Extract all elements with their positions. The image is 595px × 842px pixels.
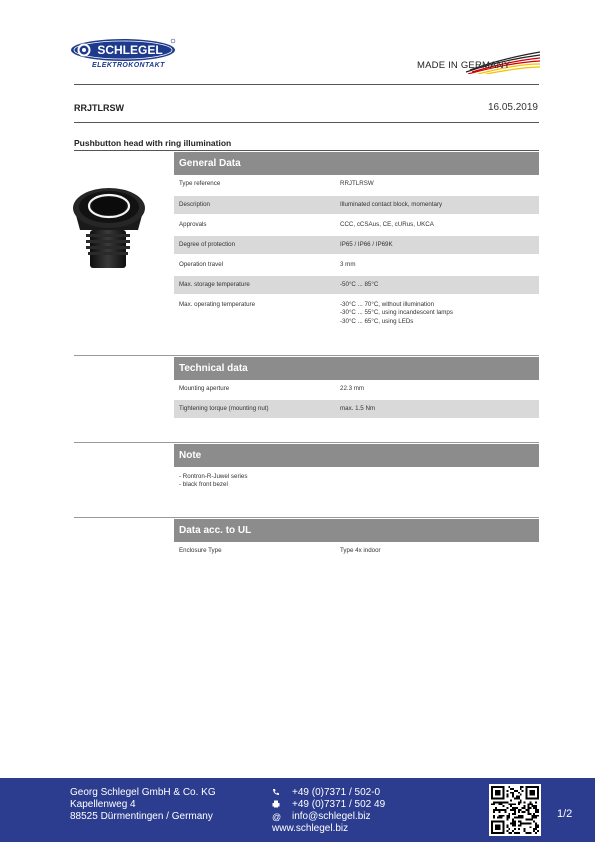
section-ul-data: Data acc. to UL <box>174 519 539 542</box>
row-key: Max. operating temperature <box>179 301 256 308</box>
row-value: RRJTLRSW <box>340 180 374 187</box>
row-key: Enclosure Type <box>179 547 222 554</box>
section-general-data: General Data <box>174 152 539 175</box>
note-line: - Rontron-R-Juwel series <box>179 473 248 480</box>
table-row <box>174 196 539 214</box>
phone-line <box>272 787 385 799</box>
footer-contact <box>272 787 385 835</box>
row-key: Approvals <box>179 221 207 228</box>
section-divider <box>74 442 539 443</box>
row-value: max. 1.5 Nm <box>340 405 376 412</box>
note-line: - black front bezel <box>179 480 228 488</box>
row-value-multiline <box>340 301 453 326</box>
email-line <box>272 811 385 823</box>
row-key: Operation travel <box>179 261 224 268</box>
type-code: RRJTLRSW <box>74 103 124 113</box>
row-key: Mounting aperture <box>179 385 230 392</box>
at-icon: @ <box>272 812 282 822</box>
web-link[interactable]: www.schlegel.biz <box>272 823 349 834</box>
note-text <box>179 473 247 488</box>
row-value: -50°C ... 85°C <box>340 281 379 288</box>
document-date: 16.05.2019 <box>487 102 538 113</box>
street-address: Kapellenweg 4 <box>70 799 136 810</box>
section-divider <box>74 517 539 518</box>
qr-code-pattern <box>491 786 539 834</box>
row-value-line: -30°C ... 55°C, using incandescent lamps <box>340 309 453 317</box>
pushbutton-product-image <box>66 180 152 274</box>
table-row <box>174 547 539 557</box>
table-row <box>174 261 539 271</box>
page-number: 1/2 <box>557 808 573 820</box>
row-value-line: -30°C ... 70°C, without illumination <box>340 301 435 308</box>
table-row <box>174 276 539 294</box>
phone-number[interactable]: +49 (0)7371 / 502-0 <box>292 787 381 798</box>
logo-subtitle: ELEKTROKONTAKT <box>92 62 165 69</box>
footer-address <box>70 787 216 823</box>
footer <box>0 778 595 842</box>
row-key: Max. storage temperature <box>179 281 250 288</box>
table-row <box>174 180 539 190</box>
row-value: 22.3 mm <box>340 385 365 392</box>
section-divider <box>74 355 539 356</box>
fax-icon <box>272 799 292 811</box>
table-row <box>174 400 539 418</box>
qr-code <box>489 784 541 836</box>
row-value: Type 4x indoor <box>340 547 381 554</box>
row-key: Tightening torque (mounting nut) <box>179 405 269 412</box>
company-name: Georg Schlegel GmbH & Co. KG <box>70 787 216 798</box>
city-address: 88525 Dürmentingen / Germany <box>70 811 213 822</box>
product-title: Pushbutton head with ring illumination <box>74 138 232 148</box>
row-value: 3 mm <box>340 261 356 268</box>
table-row <box>174 301 539 329</box>
row-key: Description <box>179 201 210 208</box>
schlegel-logo <box>70 38 176 74</box>
header-divider <box>74 84 539 85</box>
row-value: IP65 / IP66 / IP69K <box>340 241 393 248</box>
row-value-line: -30°C ... 65°C, using LEDs <box>340 317 414 325</box>
row-value: CCC, cCSAus, CE, cURus, UKCA <box>340 221 434 228</box>
section-note: Note <box>174 444 539 467</box>
table-row <box>174 221 539 231</box>
table-row <box>174 236 539 254</box>
header-divider-2 <box>74 122 539 123</box>
fax-line <box>272 799 385 811</box>
table-row <box>174 385 539 395</box>
email-link[interactable]: info@schlegel.biz <box>292 811 371 822</box>
section-technical-data: Technical data <box>174 357 539 380</box>
logo-mark <box>70 38 176 62</box>
web-line <box>272 823 385 835</box>
made-in-germany: MADE IN GERMANY <box>417 60 511 71</box>
row-value: Illuminated contact block, momentary <box>340 201 443 208</box>
logo-wordmark: SCHLEGEL <box>97 43 163 57</box>
row-key: Type reference <box>179 180 221 187</box>
fax-number: +49 (0)7371 / 502 49 <box>292 799 386 810</box>
phone-icon <box>272 787 292 799</box>
row-key: Degree of protection <box>179 241 236 248</box>
title-rule <box>74 150 539 151</box>
